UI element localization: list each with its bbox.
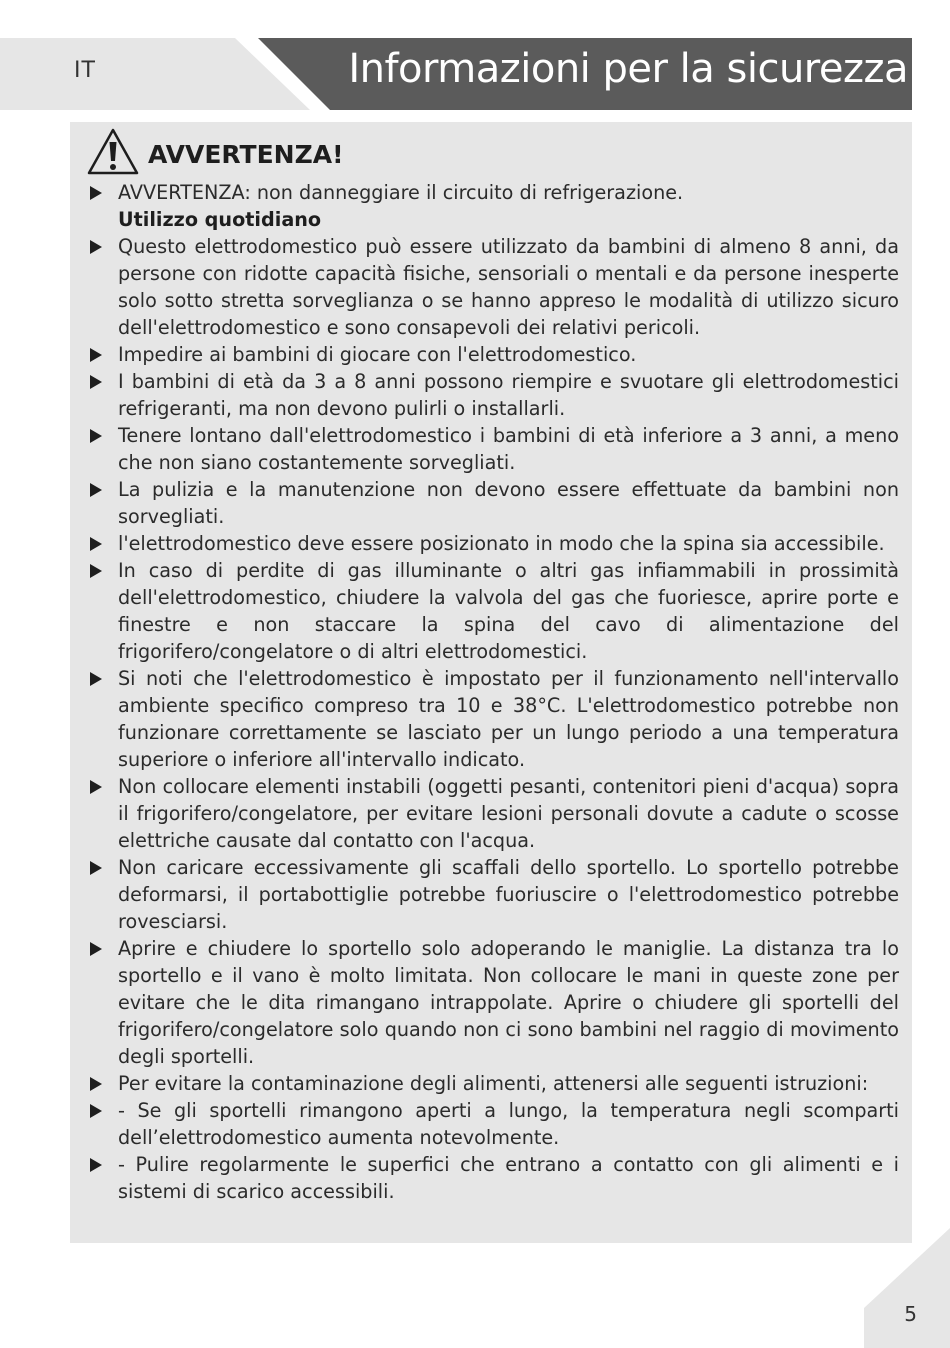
list-item bbox=[87, 1151, 899, 1205]
page-title: Informazioni per la sicurezza bbox=[348, 46, 908, 92]
bullet-triangle-icon bbox=[87, 665, 118, 692]
list-item-text: Questo elettrodomestico può essere utilizzato da bambini di almeno 8 anni, da persone con ridotte capacità fisiche, sensoriali o mentali e da persone inesperte solo sotto stretta sorveglianza o se hanno appreso le modalità di utilizzo sicuro dell'elettrodomestico e sono consapevoli dei relativi pericoli. bbox=[118, 235, 899, 339]
list-item-text: Per evitare la contaminazione degli alimenti, attenersi alle seguenti istruzioni: bbox=[118, 1072, 869, 1095]
list-item bbox=[87, 341, 899, 368]
list-item bbox=[87, 233, 899, 341]
list-item bbox=[87, 1070, 899, 1097]
bullet-triangle-icon bbox=[87, 341, 118, 368]
list-item bbox=[87, 422, 899, 476]
header-tab-left bbox=[0, 38, 310, 110]
bullet-triangle-icon bbox=[87, 422, 118, 449]
page-number: 5 bbox=[904, 1302, 917, 1326]
bullet-triangle-icon bbox=[87, 1097, 118, 1124]
list-item-text: Si noti che l'elettrodomestico è impostato per il funzionamento nell'intervallo ambiente specifico compreso tra 10 e 38°C. L'elettrodomestico potrebbe non funzionare correttamente se lasciato per un lungo periodo a una temperatura superiore o inferiore all'intervallo indicato. bbox=[118, 667, 899, 771]
bullet-triangle-icon bbox=[87, 557, 118, 584]
safety-panel bbox=[70, 122, 912, 1243]
list-item-text: Tenere lontano dall'elettrodomestico i bambini di età inferiore a 3 anni, a meno che non siano costantemente sorvegliati. bbox=[118, 424, 899, 474]
list-item bbox=[87, 1097, 899, 1151]
list-item-text: I bambini di età da 3 a 8 anni possono riempire e svuotare gli elettrodomestici refrigeranti, ma non devono pulirli o installarli. bbox=[118, 370, 899, 420]
list-item-text: Impedire ai bambini di giocare con l'elettrodomestico. bbox=[118, 343, 637, 366]
bullet-triangle-icon bbox=[87, 1070, 118, 1097]
list-item-text: Non collocare elementi instabili (oggetti pesanti, contenitori pieni d'acqua) sopra il frigorifero/congelatore, per evitare lesioni personali dovute a cadute o scosse elettriche causate dal contatto con l'acqua. bbox=[118, 775, 899, 852]
list-item bbox=[87, 665, 899, 773]
bullet-triangle-icon bbox=[87, 935, 118, 962]
bullet-triangle-icon bbox=[87, 233, 118, 260]
bullet-triangle-icon bbox=[87, 530, 118, 557]
list-item bbox=[87, 179, 899, 206]
safety-list bbox=[87, 179, 899, 1205]
section-subheading: Utilizzo quotidiano bbox=[118, 208, 322, 231]
bullet-triangle-icon bbox=[87, 854, 118, 881]
list-item-text: l'elettrodomestico deve essere posizionato in modo che la spina sia accessibile. bbox=[118, 532, 885, 555]
list-item bbox=[87, 854, 899, 935]
list-item-text: - Pulire regolarmente le superfici che entrano a contatto con gli alimenti e i sistemi di scarico accessibili. bbox=[118, 1153, 899, 1203]
list-item-text: Non caricare eccessivamente gli scaffali dello sportello. Lo sportello potrebbe deformarsi, il portabottiglie potrebbe fuoriuscire o l'elettrodomestico potrebbe rovesciarsi. bbox=[118, 856, 899, 933]
list-item bbox=[87, 773, 899, 854]
page-corner bbox=[864, 1228, 950, 1348]
warning-heading bbox=[86, 126, 343, 178]
bullet-triangle-icon bbox=[87, 179, 118, 206]
bullet-triangle-icon bbox=[87, 476, 118, 503]
warning-triangle-icon bbox=[86, 127, 140, 177]
bullet-triangle-icon bbox=[87, 1151, 118, 1178]
list-item bbox=[87, 476, 899, 530]
bullet-triangle-icon bbox=[87, 368, 118, 395]
list-item bbox=[87, 557, 899, 665]
bullet-triangle-icon bbox=[87, 773, 118, 800]
list-item bbox=[87, 368, 899, 422]
list-item-text: - Se gli sportelli rimangono aperti a lungo, la temperatura negli scomparti dell’elettrodomestico aumenta notevolmente. bbox=[118, 1099, 899, 1149]
list-item-text: AVVERTENZA: non danneggiare il circuito di refrigerazione. bbox=[118, 181, 684, 204]
list-item-text: In caso di perdite di gas illuminante o altri gas infiammabili in prossimità dell'elettrodomestico, chiudere la valvola del gas che fuoriesce, aprire porte e finestre e non staccare la spina del cavo di alimentazione del frigorifero/congelatore o di altri elettrodomestici. bbox=[118, 559, 899, 663]
list-item bbox=[87, 530, 899, 557]
language-label: IT bbox=[74, 58, 96, 83]
list-item-text: Aprire e chiudere lo sportello solo adoperando le maniglie. La distanza tra lo sportello e il vano è molto limitata. Non collocare le mani in queste zone per evitare che le dita rimangano intrappolate. Aprire o chiudere gli sportelli del frigorifero/congelatore solo quando non ci sono bambini nel raggio di movimento degli sportelli. bbox=[118, 937, 899, 1068]
warning-title: AVVERTENZA! bbox=[148, 139, 344, 169]
list-item-text: La pulizia e la manutenzione non devono essere effettuate da bambini non sorvegliati. bbox=[118, 478, 899, 528]
list-item bbox=[87, 935, 899, 1070]
